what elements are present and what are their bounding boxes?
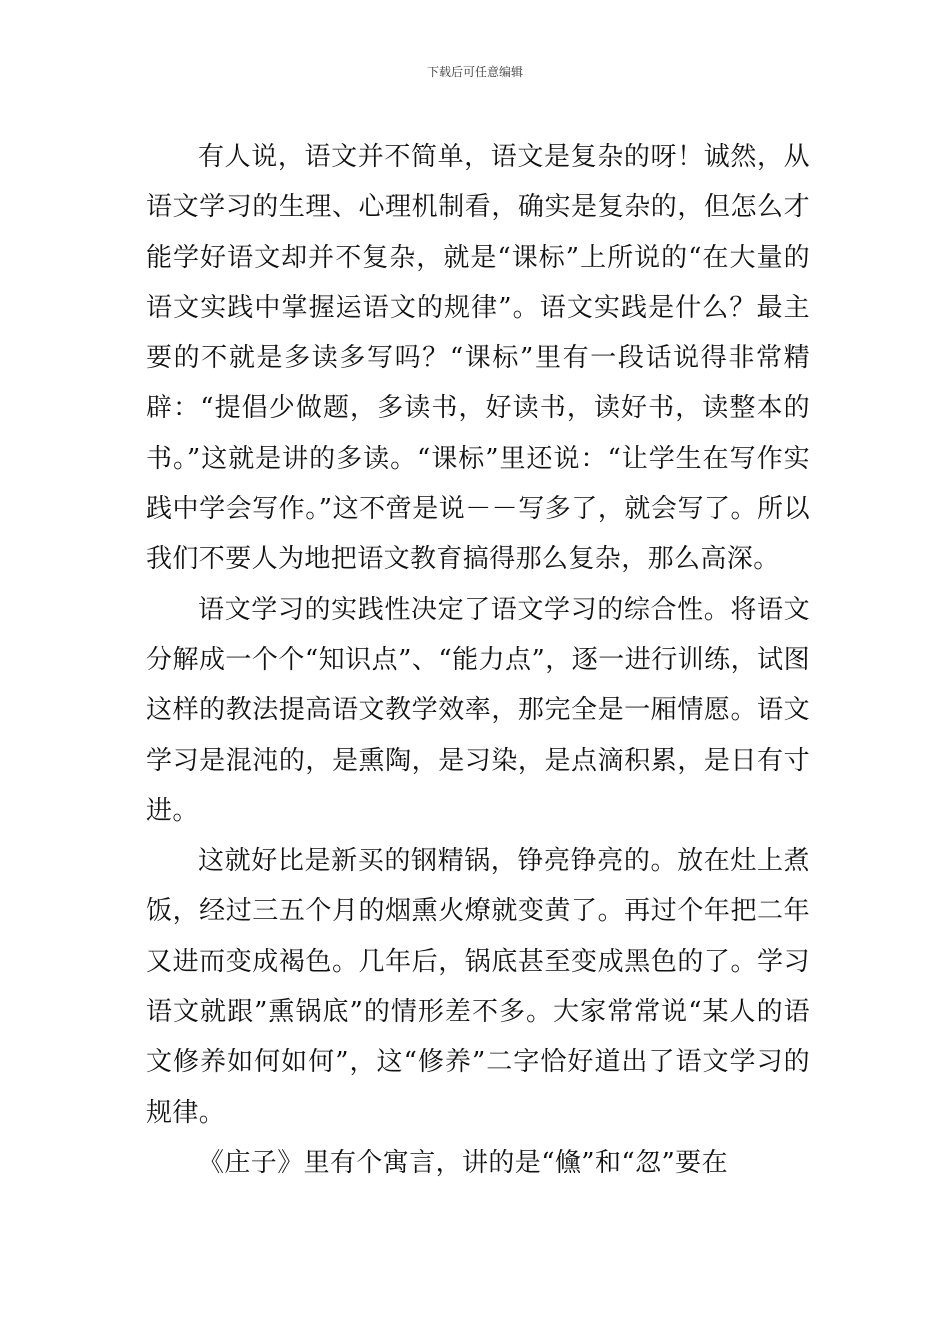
page-header: 下载后可任意编辑 bbox=[426, 65, 523, 79]
paragraph: 《庄子》里有个寓言，讲的是“儵”和“忽”要在 bbox=[198, 1147, 728, 1178]
document-body bbox=[146, 132, 810, 1188]
paragraph: 有人说，语文并不简单，语文是复杂的呀！诚然，从语文学习的生理、心理机制看，确实是复杂的，但怎么才能学好语文却并不复杂，就是“课标”上所说的“在大量的语文实践中掌握运语文的规律”。语文实践是什么？最主要的不就是多读多写吗？“课标”里有一段话说得非常精辟：“提倡少做题，多读书，好读书，读好书，读整本的书。”这就是讲的多读。“课标”里还说：“让学生在写作实践中学会写作。”这不啻是说－－写多了，就会写了。所以我们不要人为地把语文教育搞得那么复杂，那么高深。 bbox=[146, 142, 810, 575]
paragraph: 语文学习的实践性决定了语文学习的综合性。将语文分解成一个个“知识点”、“能力点”，逐一进行训练，试图这样的教法提高语文教学效率，那完全是一厢情愿。语文学习是混沌的，是熏陶，是习染，是点滴积累，是日有寸进。 bbox=[146, 594, 810, 826]
paragraph: 这就好比是新买的钢精锅，铮亮铮亮的。放在灶上煮饭，经过三五个月的烟熏火燎就变黄了。再过个年把二年又进而变成褐色。几年后，锅底甚至变成黑色的了。学习语文就跟”熏锅底”的情形差不多。大家常常说“某人的语文修养如何如何”，这“修养”二字恰好道出了语文学习的规律。 bbox=[146, 846, 810, 1128]
